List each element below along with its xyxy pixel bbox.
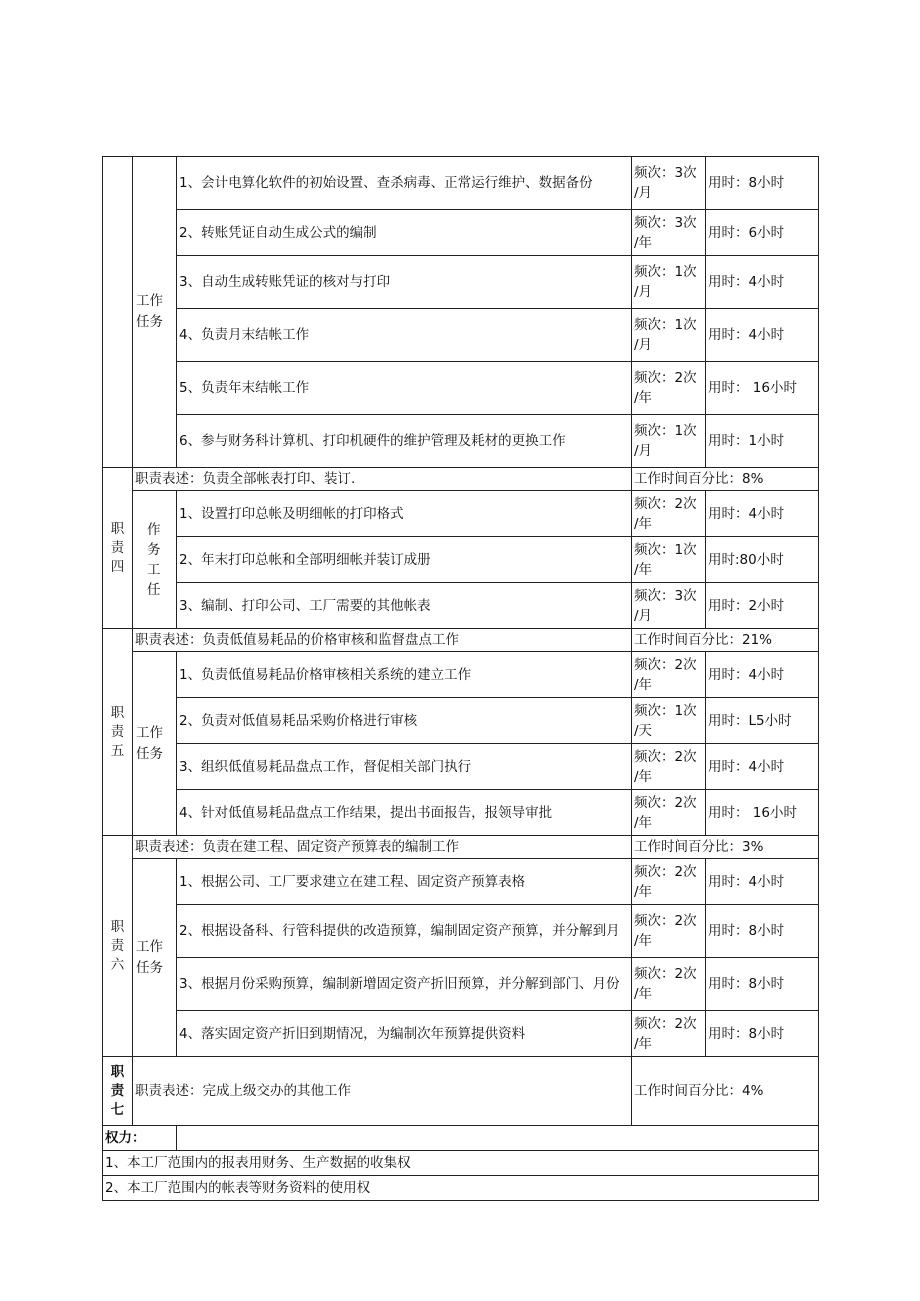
powers-title-row	[103, 1126, 819, 1151]
power-item-row	[103, 1151, 819, 1176]
frequency-count: 频次：3次	[634, 165, 697, 181]
task-row	[103, 309, 819, 362]
powers-title: 权力：	[103, 1126, 177, 1151]
work-time-percent: 工作时间百分比：8%	[632, 468, 819, 491]
task-text: 4、负责月末结帐工作	[177, 309, 632, 362]
frequency-count: 频次：2次	[634, 748, 697, 765]
task-time-usage: 用时：8小时	[706, 958, 819, 1011]
duty-description: 职责表述：完成上级交办的其他工作	[133, 1057, 632, 1126]
duty-label-cell	[103, 468, 133, 629]
task-frequency	[632, 415, 706, 468]
frequency-period: /年	[634, 561, 653, 578]
task-frequency	[632, 958, 706, 1011]
task-row	[103, 537, 819, 583]
task-text: 1、设置打印总帐及明细帐的打印格式	[177, 491, 632, 537]
task-time-usage: 用时： 16小时	[706, 790, 819, 836]
powers-title-spacer	[177, 1126, 819, 1151]
task-row	[103, 1011, 819, 1057]
power-item-row	[103, 1176, 819, 1201]
frequency-count: 频次：3次	[634, 214, 697, 231]
task-frequency	[632, 157, 706, 210]
task-frequency	[632, 859, 706, 905]
task-frequency	[632, 362, 706, 415]
frequency-count: 频次：1次	[634, 264, 697, 280]
task-label-cell	[133, 157, 177, 468]
task-time-usage: 用时：L5小时	[706, 698, 819, 744]
task-label: 工作任务	[136, 293, 163, 330]
frequency-period: /月	[634, 443, 653, 459]
frequency-count: 频次：2次	[634, 863, 697, 880]
frequency-count: 频次：2次	[634, 966, 697, 982]
duty-description-row	[103, 468, 819, 491]
task-frequency	[632, 256, 706, 309]
task-text: 2、负责对低值易耗品采购价格进行审核	[177, 698, 632, 744]
task-row	[103, 210, 819, 256]
task-text: 4、落实固定资产折旧到期情况，为编制次年预算提供资料	[177, 1011, 632, 1057]
task-text: 6、参与财务科计算机、打印机硬件的维护管理及耗材的更换工作	[177, 415, 632, 468]
frequency-count: 频次：1次	[634, 541, 697, 558]
duty-description-row	[103, 836, 819, 859]
task-frequency	[632, 210, 706, 256]
task-text: 2、转账凭证自动生成公式的编制	[177, 210, 632, 256]
duty-label-cell	[103, 836, 133, 1057]
duty-label-cell	[103, 1057, 133, 1126]
work-time-percent: 工作时间百分比：21%	[632, 629, 819, 652]
frequency-period: /年	[634, 515, 653, 532]
power-item: 2、本工厂范围内的帐表等财务资料的使用权	[103, 1176, 819, 1201]
task-text: 3、编制、打印公司、工厂需要的其他帐表	[177, 583, 632, 629]
duty-label: 职责七	[110, 1063, 125, 1118]
task-time-usage: 用时：8小时	[706, 157, 819, 210]
duty-label: 职责四	[110, 520, 125, 575]
frequency-period: /年	[634, 676, 653, 693]
frequency-period: /月	[634, 337, 653, 353]
task-row	[103, 491, 819, 537]
duty-description: 职责表述：负责在建工程、固定资产预算表的编制工作	[133, 836, 632, 859]
task-row	[103, 744, 819, 790]
task-row	[103, 790, 819, 836]
task-label: 工作任务	[136, 938, 163, 976]
task-frequency	[632, 905, 706, 958]
duty-label-cell	[103, 629, 133, 836]
frequency-count: 频次：2次	[634, 1015, 697, 1032]
task-row	[103, 905, 819, 958]
task-text: 1、负责低值易耗品价格审核相关系统的建立工作	[177, 652, 632, 698]
frequency-period: /年	[634, 814, 653, 831]
task-time-usage: 用时：4小时	[706, 744, 819, 790]
frequency-count: 频次：3次	[634, 587, 697, 604]
frequency-count: 频次：2次	[634, 913, 697, 929]
frequency-period: /月	[634, 185, 653, 201]
task-time-usage: 用时：8小时	[706, 905, 819, 958]
task-time-usage: 用时:80小时	[706, 537, 819, 583]
task-row	[103, 256, 819, 309]
frequency-count: 频次：2次	[634, 370, 697, 386]
task-text: 3、根据月份采购预算，编制新增固定资产折旧预算，并分解到部门、月份	[177, 958, 632, 1011]
frequency-count: 频次：1次	[634, 702, 697, 719]
task-time-usage: 用时：4小时	[706, 256, 819, 309]
task-frequency	[632, 790, 706, 836]
task-time-usage: 用时：8小时	[706, 1011, 819, 1057]
task-text: 5、负责年末结帐工作	[177, 362, 632, 415]
task-frequency	[632, 652, 706, 698]
frequency-count: 频次：1次	[634, 423, 697, 439]
task-time-usage: 用时：4小时	[706, 652, 819, 698]
frequency-period: /月	[634, 607, 653, 624]
frequency-count: 频次：1次	[634, 317, 697, 333]
duty-description: 职责表述：负责低值易耗品的价格审核和监督盘点工作	[133, 629, 632, 652]
task-row	[103, 698, 819, 744]
frequency-period: /年	[634, 1035, 653, 1052]
task-row	[103, 958, 819, 1011]
power-item: 1、本工厂范围内的报表用财务、生产数据的收集权	[103, 1151, 819, 1176]
task-frequency	[632, 698, 706, 744]
duty-label: 职责五	[110, 704, 125, 759]
duty-description: 职责表述：负责全部帐表打印、装订.	[133, 468, 632, 491]
frequency-count: 频次：2次	[634, 794, 697, 811]
frequency-period: /年	[634, 234, 653, 251]
task-label-cell	[133, 491, 177, 629]
task-label-cell	[133, 859, 177, 1057]
task-frequency	[632, 491, 706, 537]
task-text: 2、年末打印总帐和全部明细帐并装订成册	[177, 537, 632, 583]
task-row	[103, 583, 819, 629]
work-time-percent: 工作时间百分比：3%	[632, 836, 819, 859]
frequency-count: 频次：2次	[634, 495, 697, 512]
duty-row	[103, 1057, 819, 1126]
task-text: 3、自动生成转账凭证的核对与打印	[177, 256, 632, 309]
task-label-cell	[133, 652, 177, 836]
task-text: 4、针对低值易耗品盘点工作结果，提出书面报告，报领导审批	[177, 790, 632, 836]
task-label: 作务工任	[147, 521, 161, 598]
task-time-usage: 用时： 16小时	[706, 362, 819, 415]
frequency-period: /年	[634, 883, 653, 900]
job-description-table	[102, 156, 819, 1201]
task-text: 2、根据设备科、行管科提供的改造预算，编制固定资产预算，并分解到月	[177, 905, 632, 958]
frequency-period: /天	[634, 722, 653, 739]
task-text: 3、组织低值易耗品盘点工作，督促相关部门执行	[177, 744, 632, 790]
frequency-count: 频次：2次	[634, 656, 697, 673]
frequency-period: /月	[634, 284, 653, 300]
task-frequency	[632, 1011, 706, 1057]
task-time-usage: 用时：2小时	[706, 583, 819, 629]
duty-label: 职责六	[110, 918, 125, 973]
task-time-usage: 用时：4小时	[706, 309, 819, 362]
duty-description-row	[103, 629, 819, 652]
work-time-percent: 工作时间百分比：4%	[632, 1057, 819, 1126]
task-row	[103, 362, 819, 415]
task-frequency	[632, 537, 706, 583]
task-frequency	[632, 309, 706, 362]
task-row	[103, 652, 819, 698]
task-time-usage: 用时：4小时	[706, 491, 819, 537]
task-frequency	[632, 583, 706, 629]
frequency-period: /年	[634, 768, 653, 785]
task-text: 1、根据公司、工厂要求建立在建工程、固定资产预算表格	[177, 859, 632, 905]
task-time-usage: 用时：6小时	[706, 210, 819, 256]
frequency-period: /年	[634, 390, 653, 406]
frequency-period: /年	[634, 933, 653, 949]
duty-label-cell	[103, 157, 133, 468]
task-label: 工作任务	[136, 724, 163, 762]
task-time-usage: 用时：1小时	[706, 415, 819, 468]
task-row	[103, 859, 819, 905]
task-time-usage: 用时：4小时	[706, 859, 819, 905]
task-frequency	[632, 744, 706, 790]
task-row	[103, 157, 819, 210]
task-row	[103, 415, 819, 468]
frequency-period: /年	[634, 986, 653, 1002]
task-text: 1、会计电算化软件的初始设置、查杀病毒、正常运行维护、数据备份	[177, 157, 632, 210]
